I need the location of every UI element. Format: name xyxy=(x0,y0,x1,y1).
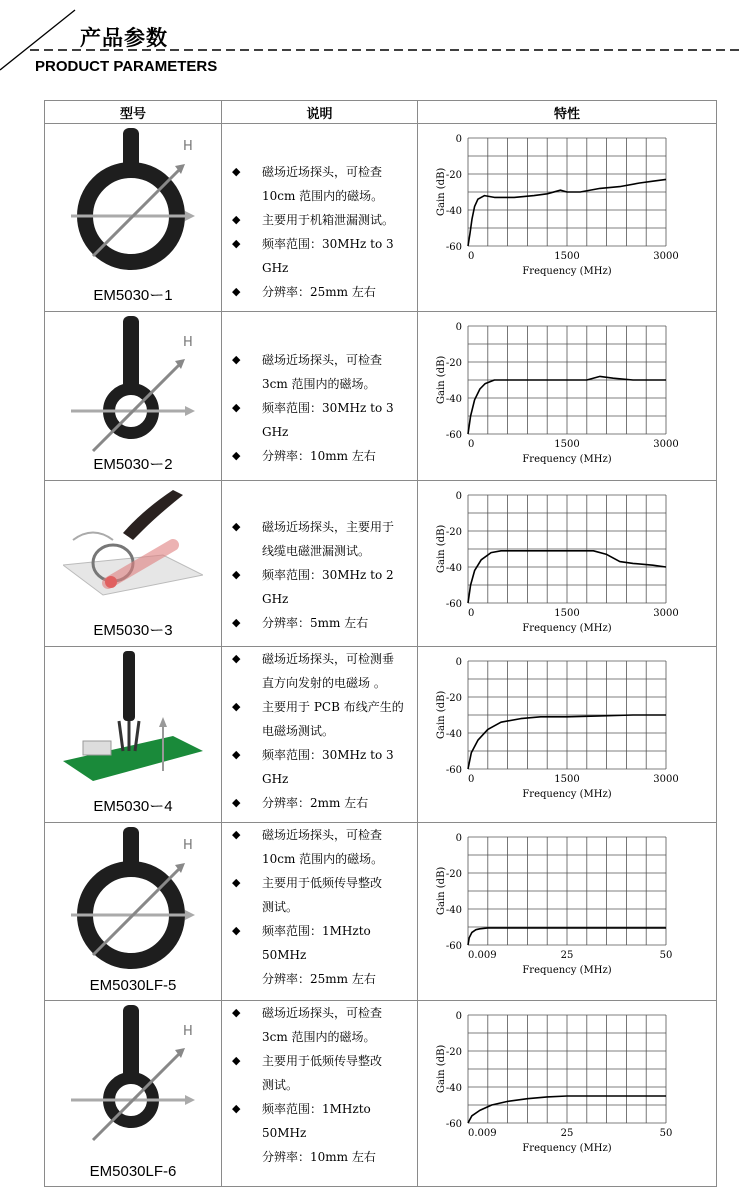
description-cell xyxy=(222,124,418,312)
probe-illustration xyxy=(63,485,203,635)
column-header-characteristics: 特性 xyxy=(418,101,717,124)
x-tick-label: 0 xyxy=(468,608,475,619)
h-field-label: H xyxy=(183,1024,193,1039)
description-item xyxy=(232,671,413,695)
description-item xyxy=(232,847,413,871)
characteristics-cell xyxy=(418,647,717,823)
description-item xyxy=(232,1145,413,1169)
characteristics-cell xyxy=(418,823,717,1001)
gain-chart xyxy=(432,1007,702,1157)
characteristics-cell xyxy=(418,312,717,481)
description-text: 测试。 xyxy=(262,900,299,914)
x-tick-label: 1500 xyxy=(554,439,580,450)
bullet-diamond-icon: ◆ xyxy=(232,1006,241,1019)
y-tick-label: -20 xyxy=(445,869,462,880)
gain-chart xyxy=(432,487,702,637)
description-cell xyxy=(222,823,418,1001)
y-tick-label: -20 xyxy=(445,358,462,369)
description-text: 电磁场测试。 xyxy=(262,724,335,738)
x-tick-label: 0.009 xyxy=(468,950,497,961)
description-text: 10cm 范围内的磁场。 xyxy=(262,189,384,203)
description-item xyxy=(232,871,413,895)
y-tick-label: -60 xyxy=(445,599,462,610)
model-name: EM5030ー4 xyxy=(93,798,173,815)
x-axis-label: Frequency (MHz) xyxy=(522,266,612,277)
x-tick-label: 3000 xyxy=(653,608,679,619)
description-item xyxy=(232,719,413,743)
model-cell xyxy=(45,481,222,647)
gain-chart xyxy=(432,829,702,979)
description-text: 主要用于低频传导整改 xyxy=(262,876,383,890)
description-text: 主要用于机箱泄漏测试。 xyxy=(262,213,395,227)
y-tick-label: -40 xyxy=(445,905,462,916)
bullet-diamond-icon: ◆ xyxy=(232,700,241,713)
description-cell xyxy=(222,647,418,823)
y-axis-label: Gain (dB) xyxy=(436,167,447,216)
description-text: 磁场近场探头，可检查 xyxy=(262,1006,383,1020)
h-field-label: H xyxy=(183,139,193,154)
description-text: 频率范围：1MHzto 50MHz xyxy=(262,924,371,962)
model-cell xyxy=(45,823,222,1001)
y-tick-label: -60 xyxy=(445,242,462,253)
model-name: EM5030LF-5 xyxy=(89,977,177,994)
bullet-diamond-icon: ◆ xyxy=(232,924,241,937)
characteristics-cell xyxy=(418,124,717,312)
bullet-diamond-icon: ◆ xyxy=(232,876,241,889)
x-tick-label: 50 xyxy=(659,1128,673,1139)
description-item xyxy=(232,396,413,444)
description-item xyxy=(232,372,413,396)
y-tick-label: -60 xyxy=(445,941,462,952)
x-tick-label: 1500 xyxy=(554,608,580,619)
model-cell xyxy=(45,312,222,481)
x-tick-label: 3000 xyxy=(653,774,679,785)
bullet-diamond-icon: ◆ xyxy=(232,165,241,178)
description-text: 测试。 xyxy=(262,1078,299,1092)
description-item xyxy=(232,895,413,919)
description-text: 10cm 范围内的磁场。 xyxy=(262,852,384,866)
description-text: 主要用于低频传导整改 xyxy=(262,1054,383,1068)
table-row xyxy=(45,1001,717,1187)
model-name: EM5030ー3 xyxy=(93,622,173,639)
description-text: 磁场近场探头，可检查 xyxy=(262,353,383,367)
y-tick-label: 0 xyxy=(455,491,462,502)
description-item xyxy=(232,208,413,232)
x-tick-label: 50 xyxy=(659,950,673,961)
description-item xyxy=(232,515,413,539)
y-tick-label: -60 xyxy=(445,1119,462,1130)
description-item xyxy=(232,232,413,280)
model-name: EM5030ー1 xyxy=(93,287,173,304)
description-text: 分辨率：2mm 左右 xyxy=(262,796,369,810)
probe-illustration xyxy=(63,651,203,801)
bullet-diamond-icon: ◆ xyxy=(232,285,241,298)
bullet-diamond-icon: ◆ xyxy=(232,616,241,629)
description-text: 分辨率：25mm 左右 xyxy=(262,972,376,986)
description-text: 频率范围：30MHz to 3 GHz xyxy=(262,748,394,786)
description-item xyxy=(232,348,413,372)
x-tick-label: 0 xyxy=(468,774,475,785)
description-item xyxy=(232,280,413,304)
description-item xyxy=(232,184,413,208)
model-cell xyxy=(45,124,222,312)
table-row xyxy=(45,312,717,481)
x-tick-label: 1500 xyxy=(554,251,580,262)
description-text: 频率范围：30MHz to 3 GHz xyxy=(262,237,394,275)
bullet-diamond-icon: ◆ xyxy=(232,568,241,581)
description-cell xyxy=(222,481,418,647)
y-tick-label: 0 xyxy=(455,322,462,333)
y-axis-label: Gain (dB) xyxy=(436,866,447,915)
y-tick-label: 0 xyxy=(455,134,462,145)
description-item xyxy=(232,743,413,791)
description-text: 频率范围：1MHzto 50MHz xyxy=(262,1102,371,1140)
description-item xyxy=(232,791,413,815)
description-text: 频率范围：30MHz to 2 GHz xyxy=(262,568,394,606)
bullet-diamond-icon: ◆ xyxy=(232,520,241,533)
y-tick-label: -20 xyxy=(445,1047,462,1058)
description-text: 线缆电磁泄漏测试。 xyxy=(262,544,371,558)
bullet-diamond-icon: ◆ xyxy=(232,401,241,414)
description-item xyxy=(232,695,413,719)
description-item xyxy=(232,563,413,611)
description-text: 主要用于 PCB 布线产生的 xyxy=(262,700,404,714)
y-tick-label: -20 xyxy=(445,693,462,704)
description-item xyxy=(232,1049,413,1073)
bullet-diamond-icon: ◆ xyxy=(232,449,241,462)
page-title-cn: 产品参数 xyxy=(80,26,168,50)
model-cell xyxy=(45,1001,222,1187)
bullet-diamond-icon: ◆ xyxy=(232,828,241,841)
bullet-diamond-icon: ◆ xyxy=(232,353,241,366)
description-item xyxy=(232,919,413,967)
y-tick-label: -40 xyxy=(445,394,462,405)
y-tick-label: 0 xyxy=(455,1011,462,1022)
description-item xyxy=(232,823,413,847)
model-cell xyxy=(45,647,222,823)
model-name: EM5030ー2 xyxy=(93,456,173,473)
description-item xyxy=(232,967,413,991)
column-header-model: 型号 xyxy=(45,101,222,124)
description-text: 磁场近场探头，可检查 xyxy=(262,828,383,842)
table-row xyxy=(45,481,717,647)
bullet-diamond-icon: ◆ xyxy=(232,1102,241,1115)
description-item xyxy=(232,1097,413,1145)
x-axis-label: Frequency (MHz) xyxy=(522,965,612,976)
description-text: 分辨率：5mm 左右 xyxy=(262,616,369,630)
x-tick-label: 25 xyxy=(560,1128,574,1139)
table-row xyxy=(45,647,717,823)
description-text: 磁场近场探头，主要用于 xyxy=(262,520,395,534)
description-item xyxy=(232,160,413,184)
bullet-diamond-icon: ◆ xyxy=(232,237,241,250)
probe-illustration xyxy=(63,316,203,466)
gain-chart xyxy=(432,653,702,803)
description-cell xyxy=(222,312,418,481)
description-item xyxy=(232,1025,413,1049)
y-tick-label: -40 xyxy=(445,563,462,574)
probe-illustration xyxy=(63,1005,203,1155)
bullet-diamond-icon: ◆ xyxy=(232,652,241,665)
description-item xyxy=(232,539,413,563)
y-axis-label: Gain (dB) xyxy=(436,690,447,739)
x-tick-label: 25 xyxy=(560,950,574,961)
characteristics-cell xyxy=(418,1001,717,1187)
h-field-label: H xyxy=(183,838,193,853)
description-item xyxy=(232,1073,413,1097)
x-tick-label: 3000 xyxy=(653,251,679,262)
x-tick-label: 0 xyxy=(468,251,475,262)
description-cell xyxy=(222,1001,418,1187)
bullet-diamond-icon: ◆ xyxy=(232,796,241,809)
model-name: EM5030LF-6 xyxy=(89,1163,177,1180)
h-field-label: H xyxy=(183,335,193,350)
y-axis-label: Gain (dB) xyxy=(436,355,447,404)
y-tick-label: -40 xyxy=(445,729,462,740)
x-tick-label: 0.009 xyxy=(468,1128,497,1139)
gain-chart xyxy=(432,130,702,280)
description-text: 磁场近场探头，可检查 xyxy=(262,165,383,179)
description-text: 分辨率：25mm 左右 xyxy=(262,285,376,299)
description-text: 磁场近场探头，可检测垂 xyxy=(262,652,395,666)
table-row xyxy=(45,823,717,1001)
description-item xyxy=(232,1001,413,1025)
y-tick-label: -40 xyxy=(445,206,462,217)
page-header xyxy=(0,0,750,90)
table-header-row xyxy=(45,101,717,124)
parameter-table xyxy=(44,100,717,1187)
x-axis-label: Frequency (MHz) xyxy=(522,623,612,634)
description-text: 直方向发射的电磁场 。 xyxy=(262,676,386,690)
x-axis-label: Frequency (MHz) xyxy=(522,789,612,800)
description-item xyxy=(232,647,413,671)
characteristics-cell xyxy=(418,481,717,647)
y-tick-label: -60 xyxy=(445,430,462,441)
probe-illustration xyxy=(63,128,203,278)
y-tick-label: -20 xyxy=(445,527,462,538)
x-axis-label: Frequency (MHz) xyxy=(522,454,612,465)
y-tick-label: 0 xyxy=(455,833,462,844)
column-header-description: 说明 xyxy=(222,101,418,124)
description-item xyxy=(232,611,413,635)
probe-illustration xyxy=(63,827,203,977)
x-tick-label: 0 xyxy=(468,439,475,450)
y-tick-label: -40 xyxy=(445,1083,462,1094)
y-axis-label: Gain (dB) xyxy=(436,524,447,573)
page-title-en: PRODUCT PARAMETERS xyxy=(35,58,218,75)
x-tick-label: 3000 xyxy=(653,439,679,450)
x-axis-label: Frequency (MHz) xyxy=(522,1143,612,1154)
gain-chart xyxy=(432,318,702,468)
description-text: 3cm 范围内的磁场。 xyxy=(262,1030,376,1044)
description-text: 频率范围：30MHz to 3 GHz xyxy=(262,401,394,439)
y-tick-label: -20 xyxy=(445,170,462,181)
y-tick-label: 0 xyxy=(455,657,462,668)
description-text: 分辨率：10mm 左右 xyxy=(262,1150,376,1164)
y-tick-label: -60 xyxy=(445,765,462,776)
description-text: 3cm 范围内的磁场。 xyxy=(262,377,376,391)
bullet-diamond-icon: ◆ xyxy=(232,748,241,761)
description-item xyxy=(232,444,413,468)
x-tick-label: 1500 xyxy=(554,774,580,785)
description-text: 分辨率：10mm 左右 xyxy=(262,449,376,463)
table-row xyxy=(45,124,717,312)
y-axis-label: Gain (dB) xyxy=(436,1044,447,1093)
bullet-diamond-icon: ◆ xyxy=(232,213,241,226)
bullet-diamond-icon: ◆ xyxy=(232,1054,241,1067)
